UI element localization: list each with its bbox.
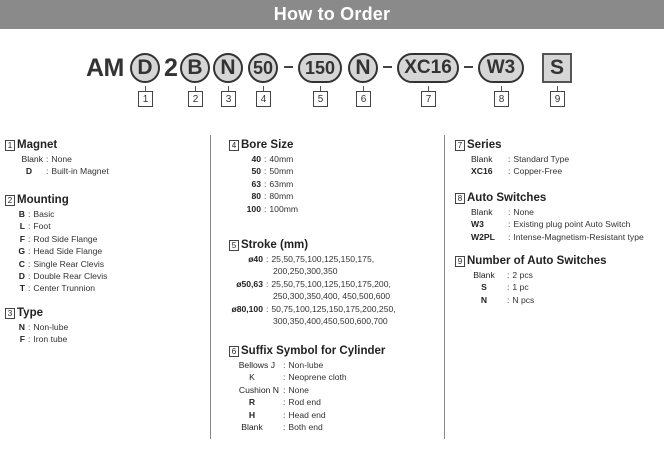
section-heading	[229, 344, 385, 358]
option-row: Cushion N : None	[238, 384, 309, 395]
section-series	[455, 138, 569, 178]
option-row-continued: 300,350,400,450,500,600,700	[273, 316, 388, 327]
code-segment-suffix: N	[348, 53, 378, 83]
section-auto-switches	[455, 191, 644, 243]
section-heading	[455, 254, 607, 268]
option-row: 40 : 40mm	[251, 154, 294, 164]
option-row: ø80,100 : 50,75,100,125,150,175,200,250,	[231, 303, 396, 314]
option-row: Blank : 2 pcs	[473, 270, 533, 280]
section-title: Stroke (mm)	[241, 239, 309, 251]
section-suffix-symbol	[229, 344, 385, 433]
section-title: Bore Size	[241, 139, 294, 151]
dash-separator	[464, 66, 473, 68]
section-bore-size	[229, 138, 298, 215]
option-row: W2PL : Intense-Magnetism-Resistant type	[471, 231, 644, 242]
option-row: F : Rod Side Flange	[19, 233, 98, 244]
option-row: S : 1 pc	[481, 282, 529, 293]
option-row: Blank : None	[471, 207, 534, 217]
option-row: D : Double Rear Clevis	[18, 271, 108, 282]
segment-number-7: 7	[421, 91, 436, 107]
section-number: 9	[455, 256, 465, 267]
section-mounting	[5, 193, 107, 295]
segment-number-8: 8	[494, 91, 509, 107]
code-segment-auto-switch: W3	[478, 53, 524, 83]
option-row: N : N pcs	[480, 294, 535, 305]
section-heading	[229, 138, 298, 152]
section-number: 3	[5, 308, 15, 319]
option-row: B : Basic	[18, 209, 55, 219]
option-row: XC16 : Copper-Free	[471, 166, 563, 177]
option-row: G : Head Side Flange	[18, 246, 103, 257]
option-row: Bellows J : Non-lube	[238, 360, 324, 370]
code-segment-stroke: 150	[298, 53, 342, 83]
code-segment-bore: 50	[248, 53, 278, 83]
code-segment-type: N	[213, 53, 243, 83]
code-segment-series: XC16	[397, 53, 459, 83]
option-row: Blank : None	[21, 154, 72, 164]
section-title: Series	[467, 139, 502, 151]
section-number: 2	[5, 195, 15, 206]
option-row: R : Rod end	[248, 397, 321, 408]
option-row: 100 : 100mm	[246, 203, 299, 214]
option-row: 63 : 63mm	[251, 178, 294, 189]
section-title: Number of Auto Switches	[467, 255, 607, 267]
section-heading	[5, 306, 68, 320]
segment-number-3: 3	[221, 91, 236, 107]
section-heading	[5, 193, 107, 207]
section-type	[5, 306, 68, 346]
option-row: K : Neoprene cloth	[249, 372, 347, 383]
header-bar	[0, 0, 664, 29]
option-row: Blank : Standard Type	[471, 154, 570, 164]
section-title: Auto Switches	[467, 192, 547, 204]
code-segment-magnet: D	[130, 53, 160, 83]
option-row: ø40 : 25,50,75,100,125,150,175,	[248, 254, 375, 264]
option-row: 80 : 80mm	[251, 191, 294, 202]
section-number: 7	[455, 140, 465, 151]
option-row-continued: 200,250,300,350	[273, 266, 338, 277]
option-row: F : Iron tube	[19, 334, 68, 345]
dash-separator	[284, 66, 293, 68]
option-row: D : Built-in Magnet	[25, 166, 109, 177]
segment-number-1: 1	[138, 91, 153, 107]
option-row: H : Head end	[248, 409, 326, 420]
segment-number-6: 6	[356, 91, 371, 107]
section-number: 8	[455, 193, 465, 204]
model-prefix: AM	[86, 54, 124, 82]
section-title: Magnet	[17, 139, 58, 151]
dash-separator	[383, 66, 392, 68]
section-number-of-auto-switches	[455, 254, 607, 306]
option-row: C : Single Rear Clevis	[18, 258, 105, 269]
segment-number-5: 5	[313, 91, 328, 107]
option-row: L : Foot	[19, 221, 51, 232]
section-stroke	[229, 238, 396, 327]
section-number: 6	[229, 346, 239, 357]
option-row-continued: 250,300,350,400, 450,500,600	[273, 291, 391, 302]
section-title: Mounting	[17, 194, 69, 206]
code-segment-mounting: B	[180, 53, 210, 83]
column-divider	[444, 135, 445, 439]
model-mid: 2	[164, 54, 178, 82]
option-row: 50 : 50mm	[251, 166, 294, 177]
option-row: W3 : Existing plug point Auto Switch	[471, 219, 631, 230]
option-row: T : Center Trunnion	[19, 283, 96, 294]
segment-number-9: 9	[550, 91, 565, 107]
section-number: 5	[229, 240, 239, 251]
section-number: 1	[5, 140, 15, 151]
option-row: Blank : Both end	[241, 422, 323, 433]
section-title: Suffix Symbol for Cylinder	[241, 345, 386, 357]
model-code-row	[0, 50, 664, 88]
section-magnet	[5, 138, 109, 178]
option-row: ø50,63 : 25,50,75,100,125,150,175,200,	[236, 278, 391, 289]
section-number: 4	[229, 140, 239, 151]
section-heading	[455, 191, 644, 205]
section-heading	[229, 238, 396, 252]
segment-number-4: 4	[256, 91, 271, 107]
section-title: Type	[17, 307, 43, 319]
column-divider	[210, 135, 211, 439]
segment-number-2: 2	[188, 91, 203, 107]
option-row: N : Non-lube	[18, 322, 69, 332]
code-segment-switch-count: S	[542, 53, 572, 83]
section-heading	[5, 138, 109, 152]
page-title: How to Order	[273, 4, 391, 24]
section-heading	[455, 138, 569, 152]
